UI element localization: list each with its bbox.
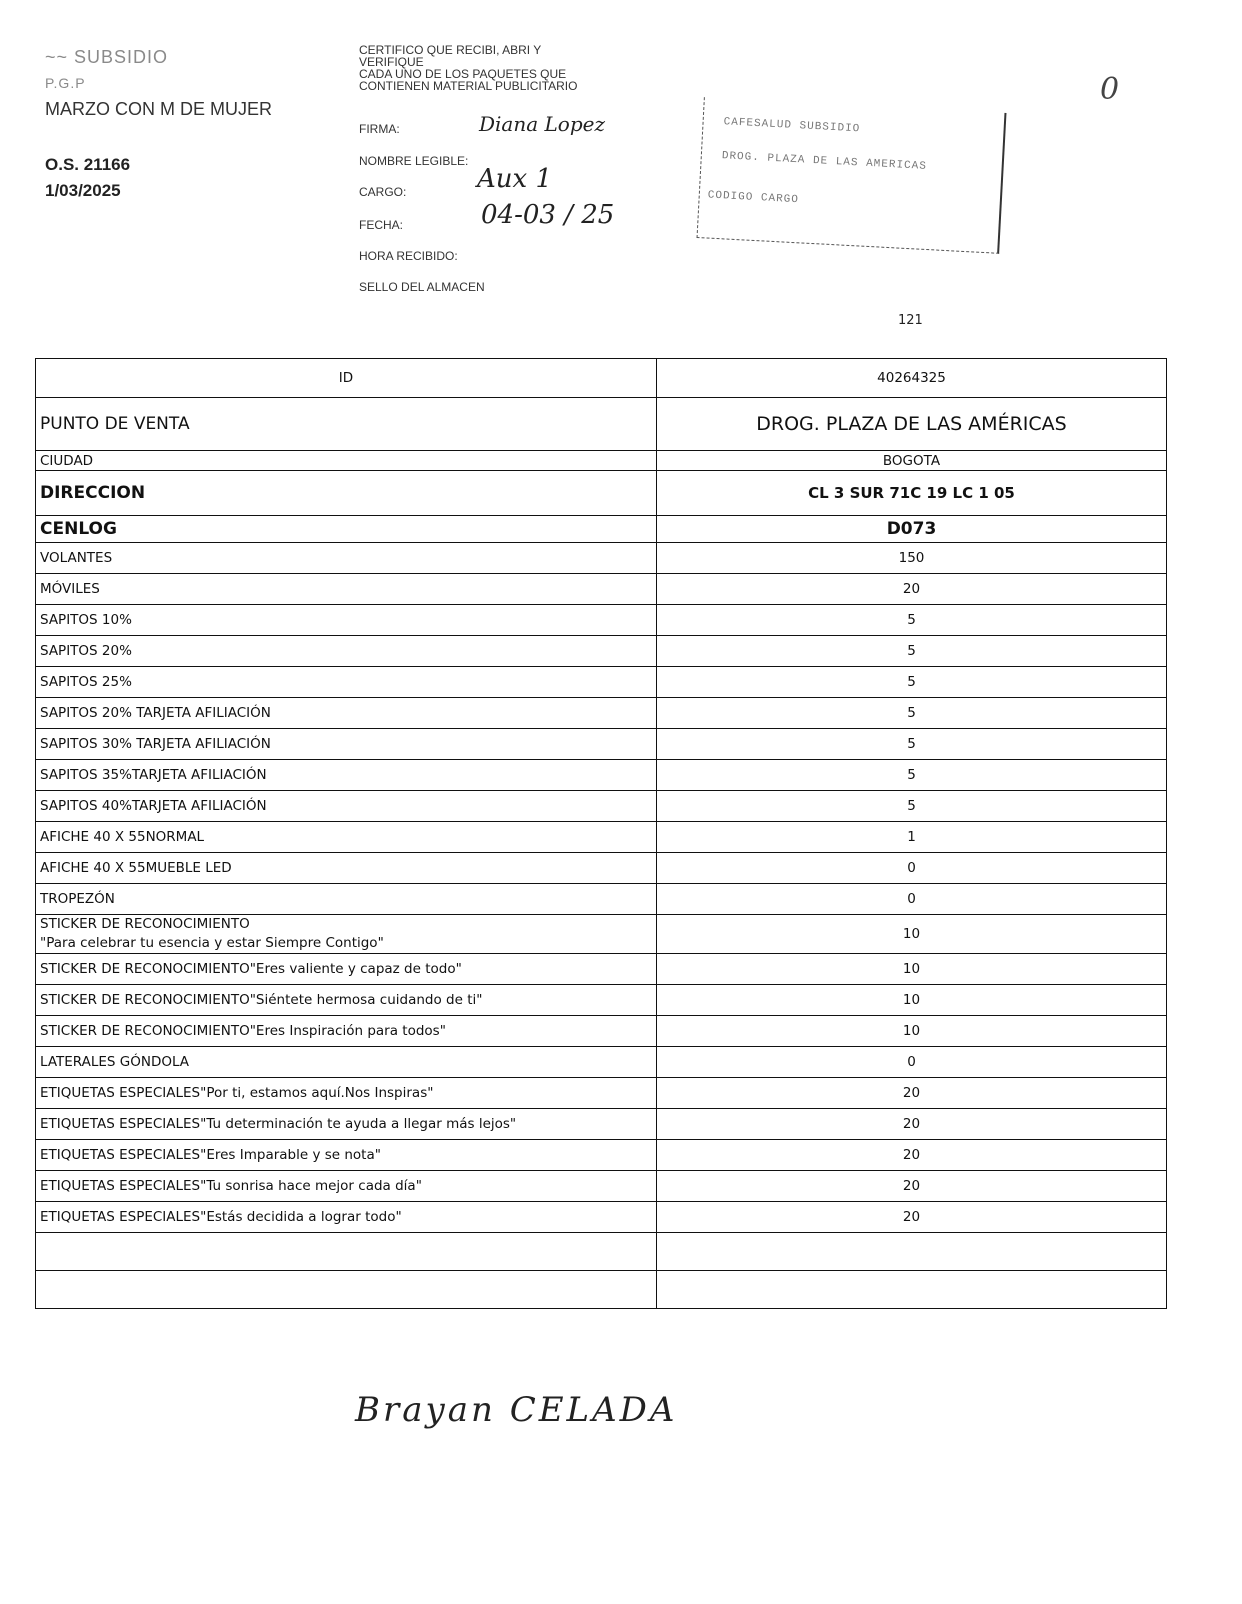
table-row — [36, 605, 1167, 636]
table-row — [36, 667, 1167, 698]
item-label: SAPITOS 30% TARJETA AFILIACIÓN — [36, 729, 657, 760]
table-row — [36, 1202, 1167, 1233]
table-row-empty — [36, 1271, 1167, 1309]
table-row — [36, 954, 1167, 985]
item-label: ETIQUETAS ESPECIALES"Eres Imparable y se nota" — [36, 1140, 657, 1171]
item-qty: 20 — [657, 1140, 1167, 1171]
item-label: STICKER DE RECONOCIMIENTO"Eres Inspiración para todos" — [36, 1016, 657, 1047]
item-label: ETIQUETAS ESPECIALES"Tu sonrisa hace mejor cada día" — [36, 1171, 657, 1202]
direccion-value: CL 3 SUR 71C 19 LC 1 05 — [657, 471, 1167, 516]
item-label: SAPITOS 20% — [36, 636, 657, 667]
item-label: ETIQUETAS ESPECIALES"Tu determinación te ayuda a llegar más lejos" — [36, 1109, 657, 1140]
table-row — [36, 729, 1167, 760]
item-qty: 5 — [657, 636, 1167, 667]
order-date: 1/03/2025 — [45, 181, 121, 200]
org-line: ~~ SUBSIDIO — [45, 47, 169, 67]
item-label: SAPITOS 20% TARJETA AFILIACIÓN — [36, 698, 657, 729]
item-qty: 1 — [657, 822, 1167, 853]
header-left — [45, 44, 272, 204]
org-sub: P.G.P — [45, 75, 86, 91]
item-qty: 20 — [657, 1202, 1167, 1233]
id-value: 40264325 — [657, 359, 1167, 398]
table-row-cenlog — [36, 516, 1167, 543]
table-row — [36, 915, 1167, 954]
firma-label: FIRMA: — [359, 122, 400, 136]
table-row-ciudad — [36, 451, 1167, 471]
item-label: STICKER DE RECONOCIMIENTO"Eres valiente y capaz de todo" — [36, 954, 657, 985]
empty-cell — [36, 1233, 657, 1271]
item-label — [36, 915, 657, 954]
item-qty: 10 — [657, 954, 1167, 985]
empty-cell — [36, 1271, 657, 1309]
table-row-direccion — [36, 471, 1167, 516]
item-qty: 0 — [657, 853, 1167, 884]
item-label: STICKER DE RECONOCIMIENTO"Siéntete hermosa cuidando de ti" — [36, 985, 657, 1016]
table-row-id — [36, 359, 1167, 398]
ciudad-label: CIUDAD — [36, 451, 657, 471]
item-qty: 20 — [657, 1171, 1167, 1202]
punto-venta-label: PUNTO DE VENTA — [36, 398, 657, 451]
table-row — [36, 636, 1167, 667]
fecha-label: FECHA: — [359, 218, 404, 232]
item-qty: 5 — [657, 760, 1167, 791]
cert-line: CADA UNO DE LOS PAQUETES QUE — [359, 67, 567, 81]
table-row — [36, 1171, 1167, 1202]
table-row — [36, 698, 1167, 729]
hora-label: HORA RECIBIDO: — [359, 249, 458, 263]
empty-cell — [657, 1233, 1167, 1271]
table-row — [36, 543, 1167, 574]
fecha-handwritten: 04-03 / 25 — [481, 200, 615, 230]
item-label: SAPITOS 35%TARJETA AFILIACIÓN — [36, 760, 657, 791]
table-row — [36, 1109, 1167, 1140]
stamp-line: CAFESALUD SUBSIDIO — [723, 116, 861, 136]
id-label: ID — [36, 359, 657, 398]
campaign-title: MARZO CON M DE MUJER — [45, 99, 272, 119]
item-qty: 5 — [657, 791, 1167, 822]
table-row-empty — [36, 1233, 1167, 1271]
item-label: ETIQUETAS ESPECIALES"Estás decidida a lograr todo" — [36, 1202, 657, 1233]
table-row — [36, 1078, 1167, 1109]
item-label-line1: STICKER DE RECONOCIMIENTO — [40, 916, 250, 932]
stamp-line: CODIGO CARGO — [707, 189, 800, 207]
cert-line: CONTIENEN MATERIAL PUBLICITARIO — [359, 79, 578, 93]
table-row — [36, 853, 1167, 884]
item-qty: 0 — [657, 1047, 1167, 1078]
punto-venta-value: DROG. PLAZA DE LAS AMÉRICAS — [657, 398, 1167, 451]
item-label: TROPEZÓN — [36, 884, 657, 915]
cargo-label: CARGO: — [359, 185, 407, 199]
item-qty: 5 — [657, 729, 1167, 760]
material-table — [35, 358, 1167, 1309]
item-qty: 20 — [657, 1109, 1167, 1140]
stamp-line: DROG. PLAZA DE LAS AMERICAS — [721, 150, 928, 173]
warehouse-stamp — [697, 97, 1007, 254]
ciudad-value: BOGOTA — [657, 451, 1167, 471]
table-row — [36, 574, 1167, 605]
item-qty: 0 — [657, 884, 1167, 915]
corner-mark: 0 — [1100, 72, 1120, 107]
table-row — [36, 884, 1167, 915]
item-qty: 20 — [657, 574, 1167, 605]
cert-line: VERIFIQUE — [359, 55, 424, 69]
item-label-line2: "Para celebrar tu esencia y estar Siempre Contigo" — [40, 935, 384, 951]
table-row — [36, 1047, 1167, 1078]
receipt-form — [359, 112, 679, 302]
cenlog-value: D073 — [657, 516, 1167, 543]
page-number: 121 — [898, 313, 923, 328]
item-qty: 10 — [657, 985, 1167, 1016]
item-label: AFICHE 40 X 55MUEBLE LED — [36, 853, 657, 884]
certification-text — [359, 44, 577, 92]
table-row — [36, 760, 1167, 791]
table-row — [36, 1016, 1167, 1047]
firma-handwritten: Diana Lopez — [479, 112, 606, 136]
item-label: LATERALES GÓNDOLA — [36, 1047, 657, 1078]
table-row — [36, 791, 1167, 822]
empty-cell — [657, 1271, 1167, 1309]
cenlog-label: CENLOG — [36, 516, 657, 543]
item-label: VOLANTES — [36, 543, 657, 574]
item-label: SAPITOS 25% — [36, 667, 657, 698]
item-qty: 5 — [657, 698, 1167, 729]
nombre-label: NOMBRE LEGIBLE: — [359, 154, 469, 168]
item-qty: 10 — [657, 915, 1167, 954]
handwritten-signature: Brayan CELADA — [355, 1390, 678, 1430]
table-row — [36, 985, 1167, 1016]
cert-line: CERTIFICO QUE RECIBI, ABRI Y — [359, 43, 542, 57]
item-label: MÓVILES — [36, 574, 657, 605]
item-qty: 10 — [657, 1016, 1167, 1047]
direccion-label: DIRECCION — [36, 471, 657, 516]
item-label: SAPITOS 40%TARJETA AFILIACIÓN — [36, 791, 657, 822]
order-number: O.S. 21166 — [45, 155, 131, 174]
sello-label: SELLO DEL ALMACEN — [359, 280, 485, 294]
table-row-punto-venta — [36, 398, 1167, 451]
item-qty: 5 — [657, 605, 1167, 636]
cargo-handwritten: Aux 1 — [477, 164, 552, 194]
item-label: SAPITOS 10% — [36, 605, 657, 636]
item-qty: 150 — [657, 543, 1167, 574]
table-row — [36, 1140, 1167, 1171]
item-qty: 5 — [657, 667, 1167, 698]
item-qty: 20 — [657, 1078, 1167, 1109]
item-label: AFICHE 40 X 55NORMAL — [36, 822, 657, 853]
table-row — [36, 822, 1167, 853]
item-label: ETIQUETAS ESPECIALES"Por ti, estamos aquí.Nos Inspiras" — [36, 1078, 657, 1109]
